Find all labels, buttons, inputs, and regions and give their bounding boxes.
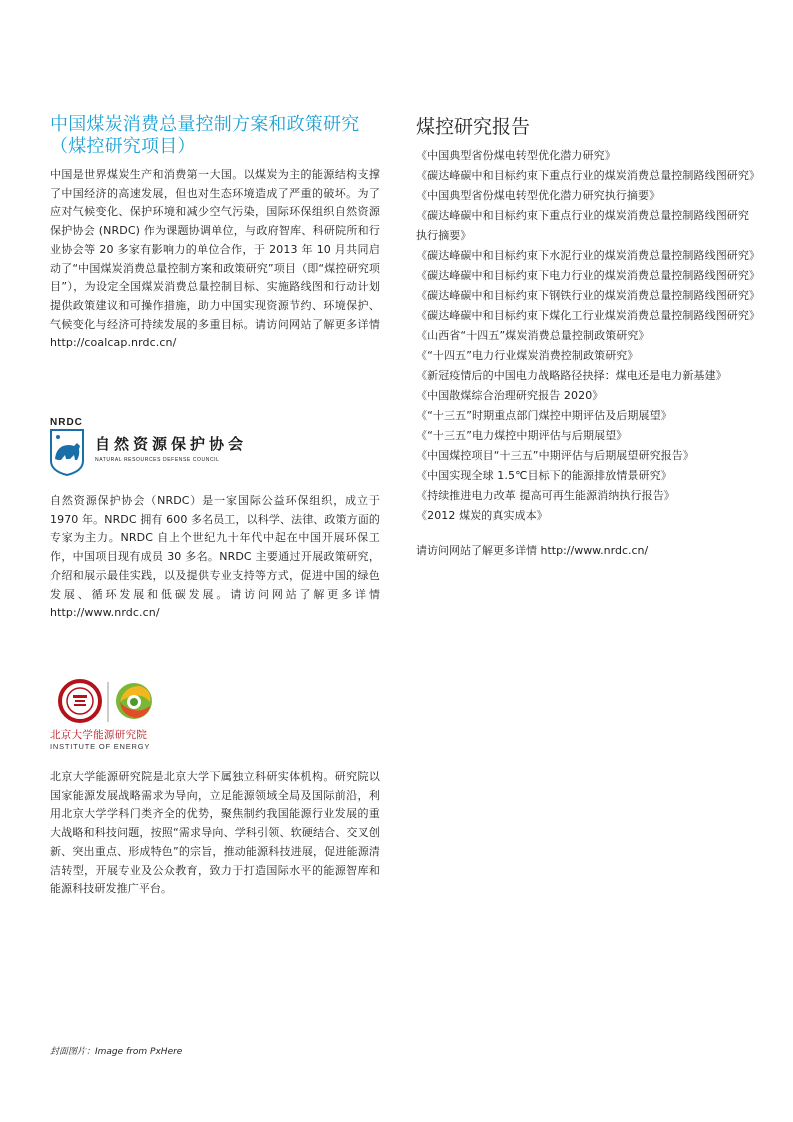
- pku-logo-graphic: [50, 672, 180, 752]
- report-item: 《山西省“十四五”煤炭消费总量控制政策研究》: [416, 329, 650, 342]
- report-item: 《碳达峰碳中和目标约束下重点行业的煤炭消费总量控制路线图研究执行摘要》: [416, 209, 749, 242]
- project-intro: 中国是世界煤炭生产和消费第一大国。以煤炭为主的能源结构支撑了中国经济的高速发展，但也对生态环境造成了严重的破坏。为了应对气候变化、保护环境和减少空气污染，国际环保组织自然资源保护协会 (NRDC) 作为课题协调单位，与政府智库、科研院所和行业协会等 20 多家有影响力的单位合作，于 2013 年 10 月共同启动了“中国煤炭消费总量控制方案和政策研究”项目（即“煤控研究项目”），为设定全国煤炭消费总量控制目标、实施路线图和行动计划提供政策建议和可操作措施，助力中国实现资源节约、环境保护、气候变化与经济可持续发展的多重目标。请访问网站了解更多详情 http://coalcap.nrdc.cn/: [50, 168, 380, 350]
- reports-title: 煤控研究报告: [416, 116, 531, 138]
- report-item: 《碳达峰碳中和目标约束下电力行业的煤炭消费总量控制路线图研究》: [416, 269, 761, 282]
- report-item: 《碳达峰碳中和目标约束下水泥行业的煤炭消费总量控制路线图研究》: [416, 249, 761, 262]
- report-item: 《新冠疫情后的中国电力战略路径抉择：煤电还是电力新基建》: [416, 369, 727, 382]
- report-item: 《碳达峰碳中和目标约束下重点行业的煤炭消费总量控制路线图研究》: [416, 169, 761, 182]
- project-title: [50, 114, 380, 158]
- energy-swirl-icon: [116, 683, 152, 719]
- report-item: 《碳达峰碳中和目标约束下钢铁行业的煤炭消费总量控制路线图研究》: [416, 289, 761, 302]
- report-item: 《2012 煤炭的真实成本》: [416, 509, 548, 522]
- pku-name-cn: 北京大学能源研究院: [50, 729, 148, 741]
- report-item: 《中国典型省份煤电转型优化潜力研究》: [416, 149, 616, 162]
- nrdc-logo-graphic: [50, 415, 250, 477]
- nrdc-abbr: NRDC: [50, 417, 83, 428]
- nrdc-name-cn: 自然资源保护协会: [95, 435, 248, 453]
- report-item: 《中国散煤综合治理研究报告 2020》: [416, 389, 604, 402]
- report-item: 《持续推进电力改革 提高可再生能源消纳执行报告》: [416, 489, 675, 502]
- report-item: 《中国典型省份煤电转型优化潜力研究执行摘要》: [416, 189, 661, 202]
- project-title-line2: （煤控研究项目）: [50, 136, 196, 157]
- pku-description: 北京大学能源研究院是北京大学下属独立科研实体机构。研究院以国家能源发展战略需求为导向，立足能源领域全局及国际前沿，利用北京大学学科门类齐全的优势，聚焦制约我国能源行业发展的重大战略和科技问题，按照“需求导向、学科引领、软硬结合、交叉创新、突出重点、形成特色”的宗旨，推动能源科技进展，促进能源清洁转型，开展专业及公众教育，致力于打造国际水平的能源智库和能源科技研发推广平台。: [50, 770, 380, 896]
- pku-name-en: INSTITUTE OF ENERGY: [50, 742, 151, 751]
- pku-energy-logo: [50, 672, 180, 752]
- report-item: 《“十四五”电力行业煤炭消费控制政策研究》: [416, 349, 639, 362]
- report-item: 《“十三五”时期重点部门煤控中期评估及后期展望》: [416, 409, 672, 422]
- nrdc-logo: [50, 415, 250, 477]
- report-item: 《中国实现全球 1.5℃目标下的能源排放情景研究》: [416, 469, 672, 482]
- polar-bear-icon: [51, 430, 83, 475]
- project-title-line1: 中国煤炭消费总量控制方案和政策研究: [50, 114, 360, 135]
- cover-image-credit: 封面图片：Image from PxHere: [50, 1047, 183, 1057]
- report-list: [416, 146, 761, 526]
- nrdc-name-en: NATURAL RESOURCES DEFENSE COUNCIL: [95, 457, 220, 463]
- report-item: 《碳达峰碳中和目标约束下煤化工行业煤炭消费总量控制路线图研究》: [416, 309, 761, 322]
- report-item: 《“十三五”电力煤控中期评估与后期展望》: [416, 429, 628, 442]
- reports-section: [416, 116, 761, 571]
- report-item: 《中国煤控项目“十三五”中期评估与后期展望研究报告》: [416, 449, 694, 462]
- nrdc-description: 自然资源保护协会（NRDC）是一家国际公益环保组织，成立于 1970 年。NRDC 拥有 600 多名员工，以科学、法律、政策方面的专家为主力。NRDC 自上个世纪九十年代中起在中国开展环保工作，中国项目现有成员 30 多名。NRDC 主要通过开展政策研究，介绍和展示最佳实践，以及提供专业支持等方式，促进中国的绿色发展、循环发展和低碳发展。请访问网站了解更多详情 http://www.nrdc.cn/: [50, 494, 380, 620]
- pku-seal-icon: [60, 681, 100, 721]
- coal-project-section: [50, 114, 380, 353]
- more-info-link[interactable]: 请访问网站了解更多详情 http://www.nrdc.cn/: [416, 544, 649, 557]
